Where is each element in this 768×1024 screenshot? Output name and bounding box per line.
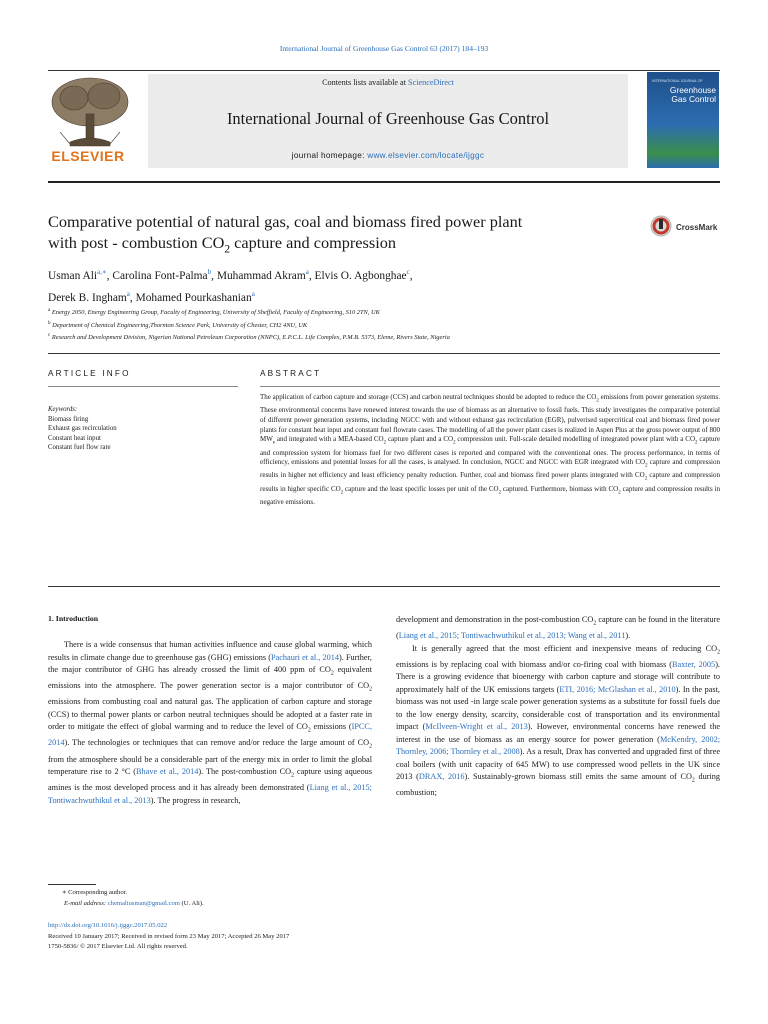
author[interactable] bbox=[48, 270, 107, 282]
affiliation-mark: b bbox=[48, 320, 51, 326]
text: ). There is a growing evidence that bioenergy with carbon capture and storage will contribute to approximately half of the UK emissions targets ( bbox=[396, 659, 720, 694]
contents-prefix: Contents lists available at bbox=[322, 78, 409, 87]
author-affil-mark[interactable]: a bbox=[305, 268, 309, 276]
text: emissions is by replacing coal with biomass and/or co-firing coal with biomass ( bbox=[396, 659, 672, 669]
keywords-block bbox=[48, 405, 238, 453]
sciencedirect-link[interactable]: ScienceDirect bbox=[408, 78, 454, 87]
paper-title-line2 bbox=[48, 232, 638, 260]
email-link[interactable]: chemaliusman@gmail.com bbox=[107, 899, 180, 907]
text: ). Further, the major contributor of GHG has already crossed the limit of 400 ppm of CO bbox=[48, 652, 372, 674]
text: during combustion; bbox=[396, 772, 720, 798]
body-paragraph bbox=[48, 639, 372, 807]
text: capture can be found in the literature ( bbox=[396, 615, 720, 641]
abstract-part: The application of carbon capture and storage (CCS) and carbon neutral techniques should be adopted to reduce the CO bbox=[260, 393, 597, 401]
subscript: 2 bbox=[644, 476, 648, 482]
crossmark-icon[interactable] bbox=[650, 215, 672, 237]
abstract-part: capture and compression results in higher net efficiency and least efficiency penalty reduction. Further, coal and biomass fired power plants integrated with CO bbox=[260, 458, 720, 480]
paper-title-line1: Comparative potential of natural gas, coal and biomass fired power plant bbox=[48, 212, 523, 231]
journal-homepage bbox=[148, 151, 628, 160]
affiliation-text: Research and Development Division, Nigerian National Petroleum Corporation (NNPC), E.P.C.L. Life Complex, P.M.B. 5373, Eleme, Rivers State, Nigeria bbox=[51, 334, 450, 342]
text: ). In the past, biomass was not used -in large scale power generation systems as a substitute for fossil fuels due to the low energy density, scarcity, considerable cost of transportation and its environmental impact ( bbox=[396, 684, 720, 732]
keyword: Biomass firing bbox=[48, 415, 89, 423]
body-column-right bbox=[396, 614, 720, 800]
abstract-part: emissions from power generation systems. These environmental concerns have renewed interest towards the use of biomass as an alternative to fossil fuels. This study investigates the comparative potential of different power generation systems, including NGCC with and without exhaust gas recirculation (EGR), pulverised supercritical coal and biomass fired power plants for constant heat input and constant fuel flowrate cases. The modelling of all the power plant cases is realized in Aspen Plus at the gross power output of 800 MW bbox=[260, 393, 720, 444]
citation-link[interactable]: IPCC, 2014 bbox=[48, 722, 372, 748]
email-line bbox=[48, 899, 388, 910]
homepage-label: journal homepage: bbox=[291, 151, 368, 160]
text: capture using aqueous amines is the most developed process and it has already been demonstrated ( bbox=[48, 767, 373, 793]
affiliations bbox=[48, 306, 728, 344]
subscript: 2 bbox=[453, 440, 456, 446]
subscript: 2 bbox=[645, 463, 648, 469]
crossmark-label[interactable]: CrossMark bbox=[676, 223, 718, 232]
author-name: Carolina Font-Palma bbox=[112, 269, 208, 282]
affiliation bbox=[48, 306, 728, 319]
subscript: 2 bbox=[691, 777, 695, 784]
author[interactable] bbox=[112, 270, 211, 282]
subscript: 2 bbox=[695, 440, 698, 446]
text: emissions from combusting coal and natural gas. The application of carbon capture and storage (CCS) to thermal power plants or carbon neutral techniques should be adopted at a faster rate in order to mitigate the effect of global warming and to reduce the level of CO bbox=[48, 697, 372, 732]
section-heading-introduction: 1. Introduction bbox=[48, 614, 99, 623]
subscript: 2 bbox=[291, 772, 295, 779]
received-dates: Received 10 January 2017; Received in revised form 23 May 2017; Accepted 26 May 2017 bbox=[48, 932, 290, 940]
text: from the atmosphere should be a considerable part of the energy mix in order to limit the global temperature rise to 2 °C ( bbox=[48, 754, 372, 777]
author-name: Elvis O. Agbonghae bbox=[314, 269, 407, 282]
abstract-part: and integrated with a MEA-based CO bbox=[275, 435, 384, 444]
subscript: 2 bbox=[717, 649, 720, 656]
body-paragraph bbox=[396, 643, 720, 800]
subscript: 2 bbox=[307, 727, 311, 734]
corresponding-author-note: ∗ Corresponding author. bbox=[62, 889, 128, 896]
author-name: Derek B. Ingham bbox=[48, 291, 127, 304]
text: ). The technologies or techniques that can remove and/or reduce the large amount of CO bbox=[64, 738, 370, 748]
text: It is generally agreed that the most efficient and inexpensive means of reducing CO bbox=[412, 643, 718, 653]
subscript: 2 bbox=[340, 489, 344, 495]
cover-small-text: INTERNATIONAL JOURNAL OF bbox=[652, 79, 703, 83]
author[interactable] bbox=[217, 270, 309, 282]
citation-link[interactable]: Bhave et al., 2014 bbox=[136, 767, 199, 777]
footnote bbox=[48, 888, 388, 909]
keyword: Exhaust gas recirculation bbox=[48, 425, 117, 433]
citation-link[interactable]: Liang et al., 2015; Tontiwachwuthikul et al., 2013 bbox=[48, 783, 372, 805]
doi-link[interactable]: http://dx.doi.org/10.1016/j.ijggc.2017.05.022 bbox=[48, 922, 168, 929]
author-name: Usman Ali bbox=[48, 269, 98, 282]
cover-title bbox=[660, 86, 716, 104]
citation-link[interactable]: Baxter, 2005 bbox=[672, 659, 716, 669]
text: ). The progress in research, bbox=[150, 795, 241, 805]
abstract-rule bbox=[260, 386, 720, 387]
abstract-heading: ABSTRACT bbox=[260, 369, 322, 378]
citation-link[interactable]: McIlveen-Wright et al., 2013 bbox=[425, 722, 528, 732]
abstract-part: capture and compression results in higher specific CO bbox=[260, 471, 720, 493]
email-suffix: (U. Ali). bbox=[179, 899, 204, 907]
text: There is a wide consensus that human activities influence and cause global warming, which results in climate change due to greenhouse gas (GHG) emissions ( bbox=[48, 640, 372, 662]
text: ). As a result, Drax has converted and upgraded first of three coal boilers (with unit capacity of 645 MW) to use compressed wood pellets in the UK since 2013 ( bbox=[396, 747, 720, 782]
footnote-rule bbox=[48, 884, 96, 885]
keyword: Constant fuel flow rate bbox=[48, 444, 111, 452]
citation-link[interactable]: DRAX, 2016 bbox=[418, 772, 465, 782]
affiliation-text: Energy 2050, Energy Engineering Group, Faculty of Engineering, University of Sheffield, Faculty of Engineering, S10 2TN, UK bbox=[51, 309, 380, 317]
header-top-rule bbox=[48, 70, 720, 71]
author-name: Mohamed Pourkashanian bbox=[135, 291, 252, 304]
author-affil-mark[interactable]: c bbox=[406, 268, 410, 276]
abstract-part: capture and compression results in negative emissions. bbox=[260, 484, 721, 506]
journal-title: International Journal of Greenhouse Gas Control bbox=[226, 109, 550, 128]
author-affil-mark[interactable]: a,∗ bbox=[97, 268, 107, 276]
citation-link[interactable]: McKendry, 2002; Thornley, 2006; Thornley et al., 2008 bbox=[396, 734, 720, 757]
title-subscript: 2 bbox=[224, 243, 231, 256]
section-top-rule bbox=[48, 353, 720, 354]
subscript: 2 bbox=[498, 489, 502, 495]
author[interactable] bbox=[135, 289, 255, 304]
author-list: Usman Ali$^{a,∗}$, Carolina Font-Palma$^b$, Muhammad Akram$^a$, Elvis O. Agbonghae$^c$, Derek B. Ingham$^a$, Mohamed Pourkashanian$^a$ bbox=[48, 268, 413, 304]
article-info-heading: ARTICLE INFO bbox=[48, 369, 131, 378]
abstract-part: compression unit. Full-scale detailed modelling of integrated power plant with a CO bbox=[455, 435, 696, 444]
text: ). Sustainably-grown biomass still emits the same amount of CO bbox=[464, 772, 692, 782]
text: development and demonstration in the post-combustion CO bbox=[396, 615, 594, 624]
keywords-label: Keywords: bbox=[48, 406, 78, 413]
homepage-link[interactable]: www.elsevier.com/locate/ijggc bbox=[367, 151, 485, 160]
cover-title-line2: Gas Control bbox=[671, 94, 716, 104]
email-label: E-mail address: bbox=[64, 899, 108, 907]
affiliation-text: Department of Chemical Engineering,Thornton Science Park, University of Chester, CH2 4NU, UK bbox=[52, 321, 308, 329]
elsevier-wordmark: ELSEVIER bbox=[51, 148, 125, 164]
header-bottom-rule bbox=[48, 181, 720, 183]
article-info-rule bbox=[48, 386, 238, 387]
copyright: 1750-5836/ © 2017 Elsevier Ltd. All rights reserved. bbox=[48, 943, 188, 950]
abstract-bottom-rule bbox=[48, 586, 720, 587]
abstract-part: capture and compression system for biomass fuel for two different cases is reported and compared with the conventional ones. The process performance, in terms of efficiency, emissions and potential losses for all the cases, is analysed. In conclusion, NGCC and NGCC with EGR integrated with CO bbox=[260, 435, 720, 467]
text: ). The post-combustion CO bbox=[198, 767, 292, 777]
article-meta bbox=[48, 921, 548, 953]
subscript: 2 bbox=[330, 670, 334, 677]
citation-link[interactable]: Pachauri et al., 2014 bbox=[271, 652, 339, 662]
abstract-part: capture and the least specific losses per unit of the CO bbox=[343, 484, 499, 493]
body-paragraph bbox=[396, 614, 720, 643]
text: ). bbox=[625, 631, 631, 641]
abstract-part: captured. Furthermore, biomass with CO bbox=[501, 484, 619, 493]
author-affil-mark[interactable]: b bbox=[207, 268, 212, 276]
body-column-left bbox=[48, 639, 372, 807]
abstract-text bbox=[260, 393, 720, 507]
affiliation bbox=[48, 331, 728, 344]
text: emissions ( bbox=[310, 722, 352, 732]
title-part: with post - combustion CO bbox=[48, 233, 225, 252]
citation-link[interactable]: ETI, 2016; McGlashan et al., 2010 bbox=[559, 684, 676, 694]
subscript: 2 bbox=[596, 398, 599, 404]
author-affil-mark[interactable]: a bbox=[126, 289, 130, 298]
citation-link[interactable]: Liang et al., 2015; Tontiwachwuthikul et al., 2013; Wang et al., 2011 bbox=[398, 631, 626, 641]
subscript: 2 bbox=[369, 744, 372, 751]
cover-title-line1: Greenhouse bbox=[669, 85, 716, 95]
subscript: 2 bbox=[593, 620, 597, 627]
author-name: Muhammad Akram bbox=[216, 269, 306, 282]
title-part: capture and compression bbox=[230, 233, 397, 252]
subscript: e bbox=[272, 440, 276, 446]
contents-line bbox=[148, 78, 628, 87]
affiliation-mark: c bbox=[48, 333, 51, 339]
author[interactable] bbox=[315, 270, 410, 282]
subscript: 2 bbox=[369, 686, 372, 693]
author-affil-mark[interactable]: a bbox=[251, 289, 255, 298]
subscript: 2 bbox=[383, 440, 387, 446]
affiliation bbox=[48, 319, 728, 332]
text: ). However, environmental concerns have renewed the interest in the use of biomass as an energy source for power generation ( bbox=[396, 722, 720, 744]
subscript: 2 bbox=[618, 489, 621, 495]
keyword: Constant heat input bbox=[48, 434, 101, 442]
journal-citation[interactable]: International Journal of Greenhouse Gas Control 63 (2017) 184–193 bbox=[279, 44, 489, 53]
text: equivalent emissions into the atmosphere. The power generation sector is a major contributor of CO bbox=[48, 665, 372, 691]
paper-title bbox=[48, 211, 638, 260]
affiliation-mark: a bbox=[48, 308, 51, 313]
author[interactable] bbox=[48, 289, 130, 304]
abstract-part: capture plant and a CO bbox=[386, 435, 454, 444]
